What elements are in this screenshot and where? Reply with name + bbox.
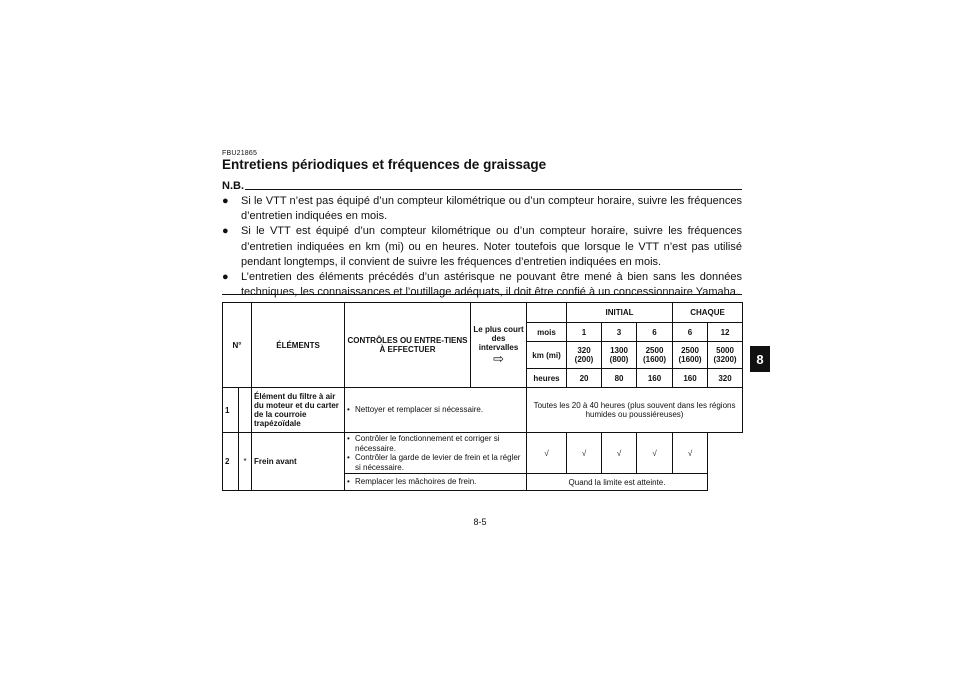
check-mark-icon: √ [527, 433, 567, 474]
row-operations [345, 474, 527, 491]
check-mark-icon: √ [567, 433, 602, 474]
page-number: 8-5 [473, 517, 487, 527]
header-shortest [471, 303, 527, 388]
interval-label: heures [527, 369, 567, 388]
interval-value: 160 [673, 369, 708, 388]
nb-rule [245, 189, 742, 190]
row-star: * [239, 433, 252, 491]
operation-item: • Contrôler la garde de levier de frein et la régler si nécessaire. [347, 453, 524, 472]
note-item [222, 194, 742, 224]
interval-value: 3 [602, 323, 637, 342]
row-star [239, 388, 252, 433]
row-schedule: Toutes les 20 à 40 heures (plus souvent dans les régions humides ou poussiéreuses) [527, 388, 743, 433]
header-no: N° [223, 303, 252, 388]
interval-value: 2500 (1600) [637, 342, 673, 369]
interval-value: 80 [602, 369, 637, 388]
check-mark-icon: √ [673, 433, 708, 474]
row-element: Frein avant [252, 433, 345, 491]
nb-header [222, 180, 742, 194]
row-number: 1 [223, 388, 239, 433]
interval-value: 12 [708, 323, 743, 342]
interval-value: 160 [637, 369, 673, 388]
header-shortest-label: Le plus court des intervalles [473, 325, 524, 352]
check-mark-icon: √ [602, 433, 637, 474]
row-schedule: Quand la limite est atteinte. [527, 474, 708, 491]
note-item [222, 224, 742, 270]
note-text: L’entretien des éléments précédés d’un astérisque ne pouvant être mené à bien sans les données techniques, les connaissances et l’outillage adéquats, il doit être confié à un concessionnaire Yamaha. [241, 271, 742, 299]
header-blank [527, 303, 567, 323]
maintenance-table [222, 302, 743, 491]
interval-label: km (mi) [527, 342, 567, 369]
arrow-right-icon: ⇨ [493, 351, 504, 366]
interval-value: 20 [567, 369, 602, 388]
row-number: 2 [223, 433, 239, 491]
bullet-icon: ● [222, 271, 229, 284]
header-elements: ÉLÉMENTS [252, 303, 345, 388]
operation-item: • Remplacer les mâchoires de frein. [347, 477, 524, 487]
header-controls: CONTRÔLES OU ENTRE-TIENS À EFFECTUER [345, 303, 471, 388]
section-title: Entretiens périodiques et fréquences de graissage [222, 157, 547, 172]
row-operations [345, 433, 527, 474]
operation-item: • Nettoyer et remplacer si nécessaire. [347, 405, 524, 415]
check-mark-icon: √ [637, 433, 673, 474]
row-operations [345, 388, 527, 433]
interval-value: 5000 (3200) [708, 342, 743, 369]
header-row-1 [223, 303, 743, 323]
bullet-icon: ● [222, 195, 229, 207]
note-text: Si le VTT n’est pas équipé d’un compteur kilométrique ou d’un compteur horaire, suivre les fréquences d’entretien indiquées en mois. [241, 195, 742, 223]
header-chaque: CHAQUE [673, 303, 743, 323]
document-code: FBU21865 [222, 150, 258, 157]
interval-label: mois [527, 323, 567, 342]
table-row [223, 433, 743, 474]
operation-item: • Contrôler le fonctionnement et corriger si nécessaire. [347, 434, 524, 453]
notes-list [222, 194, 742, 300]
interval-value: 1 [567, 323, 602, 342]
interval-value: 320 (200) [567, 342, 602, 369]
note-item [222, 270, 742, 300]
bullet-icon: ● [222, 225, 229, 238]
chapter-tab: 8 [750, 346, 770, 372]
interval-value: 320 [708, 369, 743, 388]
header-initial: INITIAL [567, 303, 673, 323]
interval-value: 6 [673, 323, 708, 342]
nb-label: N.B. [222, 180, 244, 192]
interval-value: 2500 (1600) [673, 342, 708, 369]
interval-value: 1300 (800) [602, 342, 637, 369]
notes-end-rule [222, 294, 742, 295]
table-row [223, 388, 743, 433]
spacer [708, 433, 743, 474]
row-element: Élément du filtre à air du moteur et du carter de la courroie trapézoïdale [252, 388, 345, 433]
note-text: Si le VTT est équipé d’un compteur kilométrique ou d’un compteur horaire, suivre les fréquences d’entretien indiquées en km (mi) ou en heures. Noter toutefois que lorsque le VTT n’est pas utilisé pendant longtemps, il convient de suivre les fréquences d’entretien indiquées en mois. [241, 225, 742, 268]
interval-value: 6 [637, 323, 673, 342]
